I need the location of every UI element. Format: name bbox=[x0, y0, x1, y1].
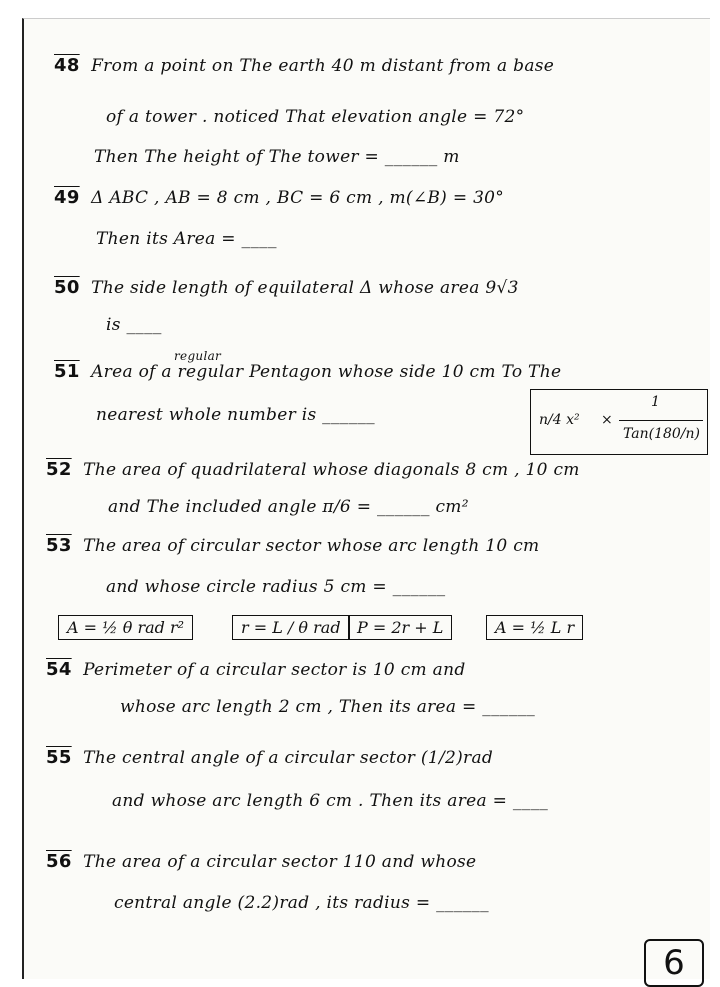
problem-text: The central angle of a circular sector (1/2)rad bbox=[83, 748, 494, 768]
formula-sector-area-angle: A = ½ θ rad r² bbox=[58, 615, 193, 640]
pentagon-area-hint-box bbox=[530, 389, 708, 455]
problem-text: The area of circular sector whose arc length 10 cm bbox=[83, 536, 540, 556]
problem-53-line-1 bbox=[46, 535, 539, 556]
problem-number: 49 bbox=[54, 187, 80, 208]
problem-text: Area of a regular Pentagon whose side 10 cm To The bbox=[91, 362, 562, 382]
problem-number: 50 bbox=[54, 277, 80, 298]
problem-49-line-1 bbox=[54, 187, 504, 208]
problem-text: The area of a circular sector 110 and whose bbox=[83, 852, 477, 872]
problem-53-line-2: and whose circle radius 5 cm = ______ bbox=[106, 577, 446, 597]
problem-54-line-2: whose arc length 2 cm , Then its area = ______ bbox=[120, 697, 536, 717]
hint-numerator: 1 bbox=[651, 394, 660, 410]
problem-text: Δ ABC , AB = 8 cm , BC = 6 cm , m(∠B) = 30° bbox=[91, 188, 505, 208]
problem-51-line-2: nearest whole number is ______ bbox=[96, 405, 375, 425]
problem-text: From a point on The earth 40 m distant from a base bbox=[91, 56, 555, 76]
problem-number: 54 bbox=[46, 659, 72, 680]
problem-55-line-1 bbox=[46, 747, 493, 768]
problem-number: 52 bbox=[46, 459, 72, 480]
problem-48-line-3: Then The height of The tower = ______ m bbox=[94, 147, 460, 167]
problem-50-line-2: is ____ bbox=[106, 315, 162, 335]
problem-56-line-2: central angle (2.2)rad , its radius = ______ bbox=[114, 893, 489, 913]
problem-number: 56 bbox=[46, 851, 72, 872]
hint-times: × bbox=[601, 412, 613, 428]
problem-number: 55 bbox=[46, 747, 72, 768]
problem-text: Perimeter of a circular sector is 10 cm and bbox=[83, 660, 466, 680]
problem-55-line-2: and whose arc length 6 cm . Then its area = ____ bbox=[112, 791, 549, 811]
problem-49-line-2: Then its Area = ____ bbox=[96, 229, 277, 249]
problem-51-line-1 bbox=[54, 361, 561, 382]
formula-sector-area-arc: A = ½ L r bbox=[486, 615, 583, 640]
problem-text: The side length of equilateral Δ whose area 9√3 bbox=[91, 278, 519, 298]
problem-48-line-2: of a tower . noticed That elevation angle = 72° bbox=[106, 107, 525, 127]
hint-fraction-bar bbox=[619, 420, 703, 421]
formula-radius: r = L / θ rad bbox=[232, 615, 350, 640]
problem-52-line-1 bbox=[46, 459, 580, 480]
problem-number: 53 bbox=[46, 535, 72, 556]
worksheet-page bbox=[22, 18, 710, 983]
hint-denominator: Tan(180/n) bbox=[623, 426, 700, 442]
problem-52-line-2: and The included angle π/6 = ______ cm² bbox=[108, 497, 469, 517]
problem-number: 51 bbox=[54, 361, 80, 382]
problem-50-line-1 bbox=[54, 277, 519, 298]
problem-text: The area of quadrilateral whose diagonals 8 cm , 10 cm bbox=[83, 460, 580, 480]
hint-left-term: n/4 x² bbox=[539, 412, 580, 428]
problem-56-line-1 bbox=[46, 851, 476, 872]
page-number-box: 6 bbox=[644, 939, 704, 987]
problem-54-line-1 bbox=[46, 659, 466, 680]
problem-48-line-1 bbox=[54, 55, 554, 76]
formula-perimeter: P = 2r + L bbox=[348, 615, 452, 640]
problem-number: 48 bbox=[54, 55, 80, 76]
regular-annotation: regular bbox=[174, 349, 222, 363]
